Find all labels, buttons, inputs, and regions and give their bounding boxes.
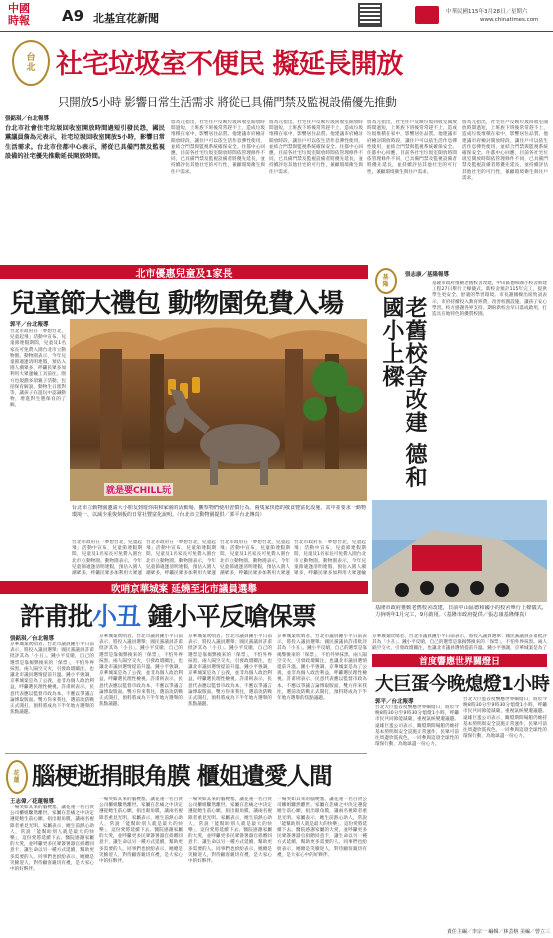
election-headline-part1: 許甫批 [20, 602, 93, 631]
heart-body-col2: 一場突如其來的腦梗塞，讓花蓮一名百貨公司櫃姐驟然離世。家屬在悲痛之中決定遵從她生前心願，捐出眼角膜，讓兩名視障者重見光明。家屬表示，她生前熱心助人，常說「能幫助別人就是最大的快樂」，這份愛將延續下去。醫院感謝家屬的大愛，並呼籲更多民眾簽署器官捐贈同意卡，讓生命以另一種方式延續，幫助更多需要的人。同事們也紛紛表示，她總是笑臉迎人，對待顧客親切有禮，是大家心中的好夥伴。 [99, 797, 183, 865]
brand-badge [415, 6, 439, 24]
zoo-band [0, 265, 368, 279]
zoo-caption: 台北市立動物園邀請大小朋友到遊你兩和家園的活動場，觀察物們使用習慣行為。兩隻家快德的敬食豐富化設施，其中並要求一動物環境一、以減少重復刻板的日常社豐富化說明。（台北市立動物園提供／郭平台北傳真） [72, 505, 366, 518]
lead-body-col3: 詹為元指出，社宅住戶反映垃圾回收室開放時間過短，上班族下班後常常趕不上，造成垃圾堆積在家中，影響居住品質。他建議市府檢討開放時段，讓住戶可以依生活作息彈性使用，並結合門禁與監視系統確保安全。住都中心回應，目前各社宅垃圾室開放時間依管理條件不同，已具備門禁及監視設備者將優先延長，並持續評估其他社宅的可行性，兼顧環境衛生與住戶需求。 [367, 120, 457, 175]
dorm-photo-art [372, 500, 547, 602]
dorm-region-label: 基隆 [382, 274, 389, 288]
election-body-col4: 京華城案吹哨者、台北市議員鍾小平日前表示，將投入議員選舉；國民黨議員許甫批評其為「小丑」。鍾小平反嗆，自己的選票是靠揭弊換來的「保票」，不怕外界抹黑。兩人隔空交火，引發政壇關注，也讓北市議員選情提前升溫。鍾小平強調，京華城案是為了公義，並非為個人政治利益，呼籲選民理性檢視。許甫則表示，民意代表應以監督市政為本，不應以爭議言論博取版面。雙方你來我往，選前攻防戰正式開打，預料將成為下半年地方選舉的焦點議題。 [277, 634, 367, 702]
newspaper-logo [5, 3, 33, 29]
election-body-col3: 京華城案吹哨者、台北市議員鍾小平日前表示，將投入議員選舉；國民黨議員許甫批評其為「小丑」。鍾小平反嗆，自己的選票是靠揭弊換來的「保票」，不怕外界抹黑。兩人隔空交火，引發政壇關注，也讓北市議員選情提前升溫。鍾小平強調，京華城案是為了公義，並非為個人政治利益，呼籲選民理性檢視。許甫則表示，民意代表應以監督市政為本，不應以爭議言論博取版面。雙方你來我往，選前攻防戰正式開打，預料將成為下半年地方選舉的焦點議題。 [188, 634, 272, 708]
dorm-body: 基隆市政府推動老舊校舍改建，中山區德和國小校舍新建工程27日舉行上樑儀式。新校舍預計115年完工，提供學生更安全、舒適的學習環境。市長謝國樑出席致詞表示，市府持續投入教育經費，改善校園設施，讓孩子安心學習。校方感謝各界支持，期盼新校舍早日落成啟用，打造具在地特色的優質校園。 [432, 281, 547, 318]
masthead [0, 0, 553, 32]
zoo-headline: 兒童節大禮包 動物園免費入場 [10, 289, 344, 319]
election-headline-highlight: 小丑 [92, 602, 141, 631]
zoo-photo-tag: 就是要CHILL玩 [104, 483, 173, 496]
lead-body-col1: 詹為元指出，社宅住戶反映垃圾回收室開放時間過短，上班族下班後常常趕不上，造成垃圾堆積在家中，影響居住品質。他建議市府檢討開放時段，讓住戶可以依生活作息彈性使用，並結合門禁與監視系統確保安全。住都中心回應，目前各社宅垃圾室開放時間依管理條件不同，已具備門禁及監視設備者將優先延長，並持續評估其他社宅的可行性，兼顧環境衛生與住戶需求。 [171, 120, 265, 175]
dorm-caption: 基隆市政府推動老舊校舍改建，日前中山區德和國小的校舍舉行上樑儀式，力拚明年1月完工，9月啟用。（基隆市政府提供／張志康基隆傳真） [375, 605, 547, 618]
dorm-region-badge [375, 268, 397, 294]
heart-body-col4: 一場突如其來的腦梗塞，讓花蓮一名百貨公司櫃姐驟然離世。家屬在悲痛之中決定遵從她生前心願，捐出眼角膜，讓兩名視障者重見光明。家屬表示，她生前熱心助人，常說「能幫助別人就是最大的快樂」，這份愛將延續下去。醫院感謝家屬的大愛，並呼籲更多民眾簽署器官捐贈同意卡，讓生命以另一種方式延續，幫助更多需要的人。同事們也紛紛表示，她總是笑臉迎人，對待顧客親切有禮，是大家心中的好夥伴。 [277, 797, 367, 858]
separator-line [5, 753, 367, 754]
egg-byline: 郭平／台北報導 [375, 699, 414, 705]
lead-intro: 台北市社會住宅垃圾回收室開放時間過短引發民怨，國民黨議員詹為元表示，社宅垃圾回收室開放5小時，影響日常生活需求。台北市住都中心表示，將從已具備門禁及監視設備的社宅優先推動延長開放時間。 [5, 125, 165, 160]
heart-headline: 腦梗逝捐眼角膜 櫃姐遺愛人間 [32, 762, 332, 790]
zoo-body-col1: 台北市政府在「夢想台北，兒童起飛」活動中宣布，兒童節連假期間，兒童及1名家長可免費入園台北市立動物園。動物園表示，今年兒童節適逢清明連假，預估入園人潮眾多，呼籲民眾多加利用大眾運輸工具前往。園方也規劃多項親子活動，包括保育解說、動物生日派對等，讓孩子在遊玩中認識動物，增進對生態保育的了解。 [10, 329, 66, 409]
egg-band [372, 654, 547, 667]
election-band [0, 581, 368, 594]
lead-body-col2: 詹為元指出，社宅住戶反映垃圾回收室開放時間過短，上班族下班後常常趕不上，造成垃圾堆積在家中，影響居住品質。他建議市府檢討開放時段，讓住戶可以依生活作息彈性使用，並結合門禁與監視系統確保安全。住都中心回應，目前各社宅垃圾室開放時間依管理條件不同，已具備門禁及監視設備者將優先延長，並持續評估其他社宅的可行性，兼顧環境衛生與住戶需求。 [269, 120, 363, 175]
zoo-body-col3: 台北市政府在「夢想台北，兒童起飛」活動中宣布，兒童節連假期間，兒童及1名家長可免費入園台北市立動物園。動物園表示，今年兒童節適逢清明連假，預估入園人潮眾多，呼籲民眾多加利用大眾運 [146, 540, 216, 576]
zoo-body-col4: 台北市政府在「夢想台北，兒童起飛」活動中宣布，兒童節連假期間，兒童及1名家長可免費入園台北市立動物園。動物園表示，今年兒童節適逢清明連假，預估入園人潮眾多，呼籲民眾多加利用大眾運 [220, 540, 290, 576]
lead-subhead: 只開放5小時 影響日常生活需求 將從已具備門禁及監視設備優先推動 [58, 95, 397, 109]
egg-headline: 大巨蛋今晚熄燈1小時 [375, 674, 550, 695]
election-headline-part2: 鍾小平反嗆保票 [140, 602, 316, 631]
zoo-body-col2: 台北市政府在「夢想台北，兒童起飛」活動中宣布，兒童節連假期間，兒童及1名家長可免費入園台北市立動物園。動物園表示，今年兒童節適逢清明連假，預估入園人潮眾多，呼籲民眾多加利用大眾運 [72, 540, 142, 576]
lead-region-label: 台北 [26, 53, 36, 73]
section-title: 北基宜花新聞 [93, 12, 159, 25]
election-body-col5: 京華城案吹哨者、台北市議員鍾小平日前表示，將投入議員選舉；國民黨議員許甫批評其為「小丑」。鍾小平反嗆，自己的選票是靠揭弊換來的「保票」，不怕外界抹黑。兩人隔空交火，引發政壇關注，也讓北市議員選情提前升溫。鍾小平強調，京華城案是為了 [372, 634, 547, 652]
lead-byline: 張銘琪／台北報導 [5, 116, 50, 122]
dorm-byline: 張志康／基隆報導 [405, 272, 450, 278]
lead-region-badge [12, 40, 50, 86]
election-byline: 張銘琪／台北報導 [10, 636, 55, 642]
page-number: A9 [62, 7, 85, 25]
website-url: www.chinatimes.com [480, 17, 539, 23]
editor-credits: 責任主編／李宗一 編輯／林芸榕 美編／曾立三 [446, 929, 550, 935]
dorm-photo [372, 500, 547, 602]
logo-line2: 時報 [8, 14, 30, 27]
heart-region-label: 花蓮 [13, 770, 20, 784]
heart-byline: 王志偉／花蓮報導 [10, 799, 55, 805]
heart-body-col3: 一場突如其來的腦梗塞，讓花蓮一名百貨公司櫃姐驟然離世。家屬在悲痛之中決定遵從她生前心願，捐出眼角膜，讓兩名視障者重見光明。家屬表示，她生前熱心助人，常說「能幫助別人就是最大的快樂」，這份愛將延續下去。醫院感謝家屬的大愛，並呼籲更多民眾簽署器官捐贈同意卡，讓生命以另一種方式延續，幫助更多需要的人。同事們也紛紛表示，她總是笑臉迎人，對待顧客親切有禮，是大家心中的好夥伴。 [188, 797, 272, 865]
dorm-headline: 老舊校舍改建 德和國小上樑 [379, 296, 427, 489]
lead-body-col4: 詹為元指出，社宅住戶反映垃圾回收室開放時間過短，上班族下班後常常趕不上，造成垃圾堆積在家中，影響居住品質。他建議市府檢討開放時段，讓住戶可以依生活作息彈性使用，並結合門禁與監視系統確保安全。住都中心回應，目前各社宅垃圾室開放時間依管理條件不同，已具備門禁及監視設備者將優先延長，並持續評估其他社宅的可行性，兼顧環境衛生與住戶需求。 [462, 120, 548, 181]
election-body-col1: 京華城案吹哨者、台北市議員鍾小平日前表示，將投入議員選舉；國民黨議員許甫批評其為「小丑」。鍾小平反嗆，自己的選票是靠揭弊換來的「保票」，不怕外界抹黑。兩人隔空交火，引發政壇關注，也讓北市議員選情提前升溫。鍾小平強調，京華城案是為了公義，並非為個人政治利益，呼籲選民理性檢視。許甫則表示，民意代表應以監督市政為本，不應以爭議言論博取版面。雙方你來我往，選前攻防戰正式開打，預料將成為下半年地方選舉的焦點議題。 [10, 642, 94, 716]
egg-band-label: 首度響應世界關燈日 [418, 657, 500, 667]
heart-body-col1: 一場突如其來的腦梗塞，讓花蓮一名百貨公司櫃姐驟然離世。家屬在悲痛之中決定遵從她生前心願，捐出眼角膜，讓兩名視障者重見光明。家屬表示，她生前熱心助人，常說「能幫助別人就是最大的快樂」，這份愛將延續下去。醫院感謝家屬的大愛，並呼籲更多民眾簽署器官捐贈同意卡，讓生命以另一種方式延續，幫助更多需要的人。同事們也紛紛表示，她總是笑臉迎人，對待顧客親切有禮，是大家心中的好夥伴。 [10, 805, 94, 873]
issue-date: 中華民國115年3月28日／星期六 [446, 9, 528, 15]
heart-region-badge [6, 760, 28, 794]
election-headline [20, 597, 360, 633]
zoo-band-label: 北市優惠兒童及1家長 [135, 268, 233, 280]
qr-code-icon [358, 3, 382, 27]
lead-intro-box [5, 114, 165, 256]
zoo-body-col5: 台北市政府在「夢想台北，兒童起飛」活動中宣布，兒童節連假期間，兒童及1名家長可免費入園台北市立動物園。動物園表示，今年兒童節適逢清明連假，預估入園人潮眾多，呼籲民眾多加利用大眾運輸 [294, 540, 366, 576]
lead-headline: 社宅垃圾室不便民 擬延長開放 [56, 49, 403, 80]
zoo-byline: 郭平／台北報導 [10, 322, 49, 328]
egg-body-col2: 台北大巨蛋首度響應世界關燈日，將於今晚8時30分至9時30分熄燈1小時，呼籲市民共同節能減碳，重視氣候變遷議題。遠雄巨蛋公司表示，關燈期間場館仍維持基本照明與安全設施正常運作，民眾可前往周邊欣賞夜色，一同參與這項全球性的環保行動，為地球盡一份心力。 [463, 697, 547, 740]
zoo-photo-art [70, 319, 367, 501]
zoo-photo [70, 319, 367, 501]
egg-body-col1: 台北大巨蛋首度響應世界關燈日，將於今晚8時30分至9時30分熄燈1小時，呼籲市民共同節能減碳，重視氣候變遷議題。遠雄巨蛋公司表示，關燈期間場館仍維持基本照明與安全設施正常運作，民眾可前往周邊欣賞夜色，一同參與這項全球性的環保行動，為地球盡一份心力。 [375, 705, 459, 748]
logo-line1: 中國 [8, 2, 30, 15]
election-band-label: 吹哨京華城案 延燒至北市議員選舉 [111, 583, 257, 595]
election-body-col2: 京華城案吹哨者、台北市議員鍾小平日前表示，將投入議員選舉；國民黨議員許甫批評其為「小丑」。鍾小平反嗆，自己的選票是靠揭弊換來的「保票」，不怕外界抹黑。兩人隔空交火，引發政壇關注，也讓北市議員選情提前升溫。鍾小平強調，京華城案是為了公義，並非為個人政治利益，呼籲選民理性檢視。許甫則表示，民意代表應以監督市政為本，不應以爭議言論博取版面。雙方你來我往，選前攻防戰正式開打，預料將成為下半年地方選舉的焦點議題。 [99, 634, 183, 708]
